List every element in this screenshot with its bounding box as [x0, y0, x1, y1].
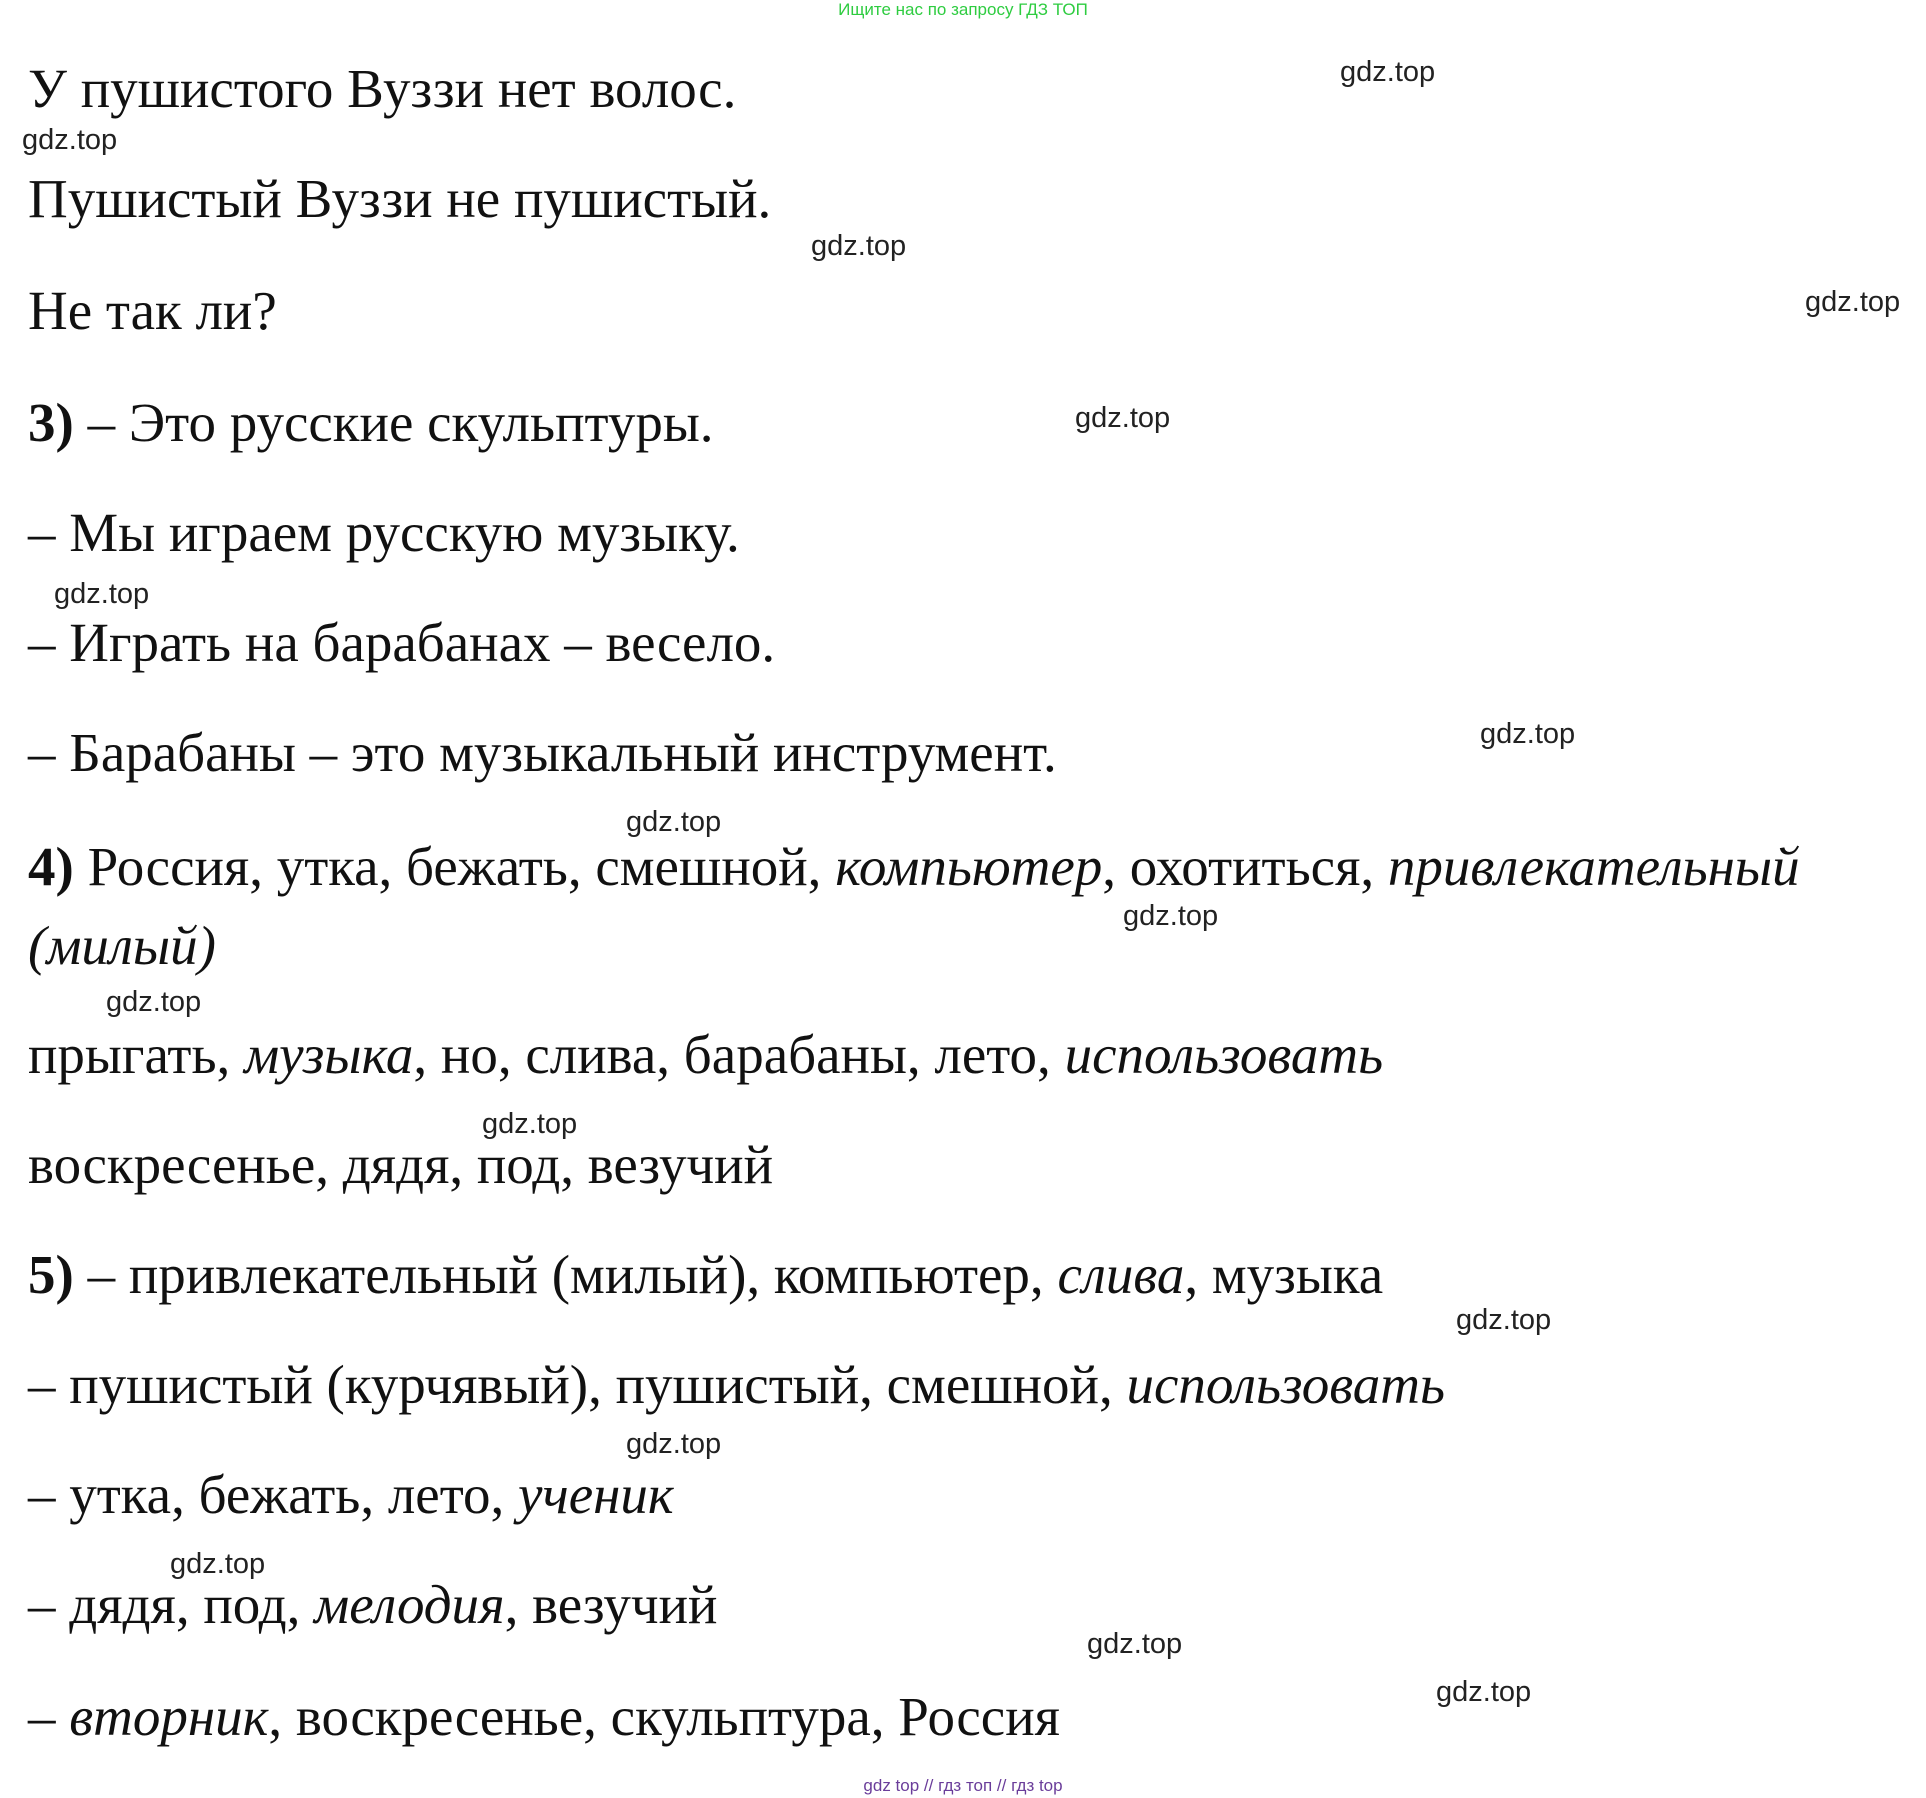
section-5-text-f: – утка, бежать, лето, [28, 1464, 519, 1525]
section-5-text-m: , воскресенье, скульптура, Россия [268, 1686, 1060, 1747]
section-4-line-3 [28, 1024, 1383, 1086]
section-4-italic-i: использовать [1064, 1024, 1384, 1085]
section-3-number: 3) [28, 392, 74, 453]
search-banner[interactable]: Ищите нас по запросу ГДЗ ТОП [838, 0, 1088, 19]
watermark: gdz.top [22, 124, 118, 156]
section-4-text-c: , охотиться, [1102, 836, 1388, 897]
watermark: gdz.top [482, 1108, 578, 1140]
section-4-italic-g: музыка [244, 1024, 414, 1085]
watermark: gdz.top [170, 1548, 266, 1580]
watermark: gdz.top [1340, 56, 1436, 88]
section-4-line-1 [28, 836, 1800, 898]
text-line-1: У пушистого Вуззи нет волос. [28, 58, 737, 119]
section-3-line-4: – Барабаны – это музыкальный инструмент. [28, 722, 1057, 783]
watermark: gdz.top [106, 986, 202, 1018]
section-4-line-4: воскресенье, дядя, под, везучий [28, 1134, 774, 1195]
section-5-text-c: , музыка [1184, 1244, 1384, 1305]
section-5-italic-i: мелодия [314, 1574, 505, 1635]
section-3-line-3: – Играть на барабанах – весело. [28, 612, 776, 673]
section-5-line-3 [28, 1464, 674, 1526]
section-5-text-j: , везучий [504, 1574, 718, 1635]
section-4-text-a: Россия, утка, бежать, смешной, [73, 836, 836, 897]
section-5-italic-b: слива [1057, 1244, 1185, 1305]
watermark: gdz.top [1436, 1676, 1532, 1708]
section-3-line-1 [28, 392, 714, 454]
section-5-text-h: – дядя, под, [28, 1574, 315, 1635]
watermark: gdz.top [811, 230, 907, 262]
section-3-text: – Это русские скульптуры. [73, 392, 714, 453]
watermark: gdz.top [54, 578, 150, 610]
section-5-text-k: – [28, 1686, 70, 1747]
section-4-italic-e: (милый) [28, 915, 216, 976]
section-4-number: 4) [28, 836, 74, 897]
section-5-italic-l: вторник [69, 1686, 269, 1747]
watermark: gdz.top [1123, 900, 1219, 932]
section-5-line-4 [28, 1574, 717, 1636]
text-line-2: Пушистый Вуззи не пушистый. [28, 168, 772, 229]
footer-links[interactable]: gdz top // гдз топ // гдз top [863, 1776, 1063, 1795]
watermark: gdz.top [1087, 1628, 1183, 1660]
section-5-italic-g: ученик [518, 1464, 674, 1525]
watermark: gdz.top [626, 1428, 722, 1460]
section-4-text-f: прыгать, [28, 1024, 245, 1085]
watermark: gdz.top [1805, 286, 1901, 318]
section-3-line-2: – Мы играем русскую музыку. [28, 502, 740, 563]
watermark: gdz.top [1480, 718, 1576, 750]
section-4-italic-d: привлекательный [1387, 836, 1800, 897]
section-5-italic-e: использовать [1126, 1354, 1446, 1415]
section-4-text-h: , но, слива, барабаны, лето, [413, 1024, 1065, 1085]
watermark: gdz.top [626, 806, 722, 838]
section-5-line-2 [28, 1354, 1445, 1416]
section-5-number: 5) [28, 1244, 74, 1305]
section-5-line-5 [28, 1686, 1060, 1748]
section-5-line-1 [28, 1244, 1383, 1306]
watermark: gdz.top [1456, 1304, 1552, 1336]
section-4-line-2 [28, 915, 216, 977]
section-5-text-a: – привлекательный (милый), компьютер, [73, 1244, 1058, 1305]
section-4-italic-b: компьютер [835, 836, 1103, 897]
watermark: gdz.top [1075, 402, 1171, 434]
section-5-text-d: – пушистый (курчявый), пушистый, смешной, [28, 1354, 1127, 1415]
text-line-3: Не так ли? [28, 280, 277, 341]
